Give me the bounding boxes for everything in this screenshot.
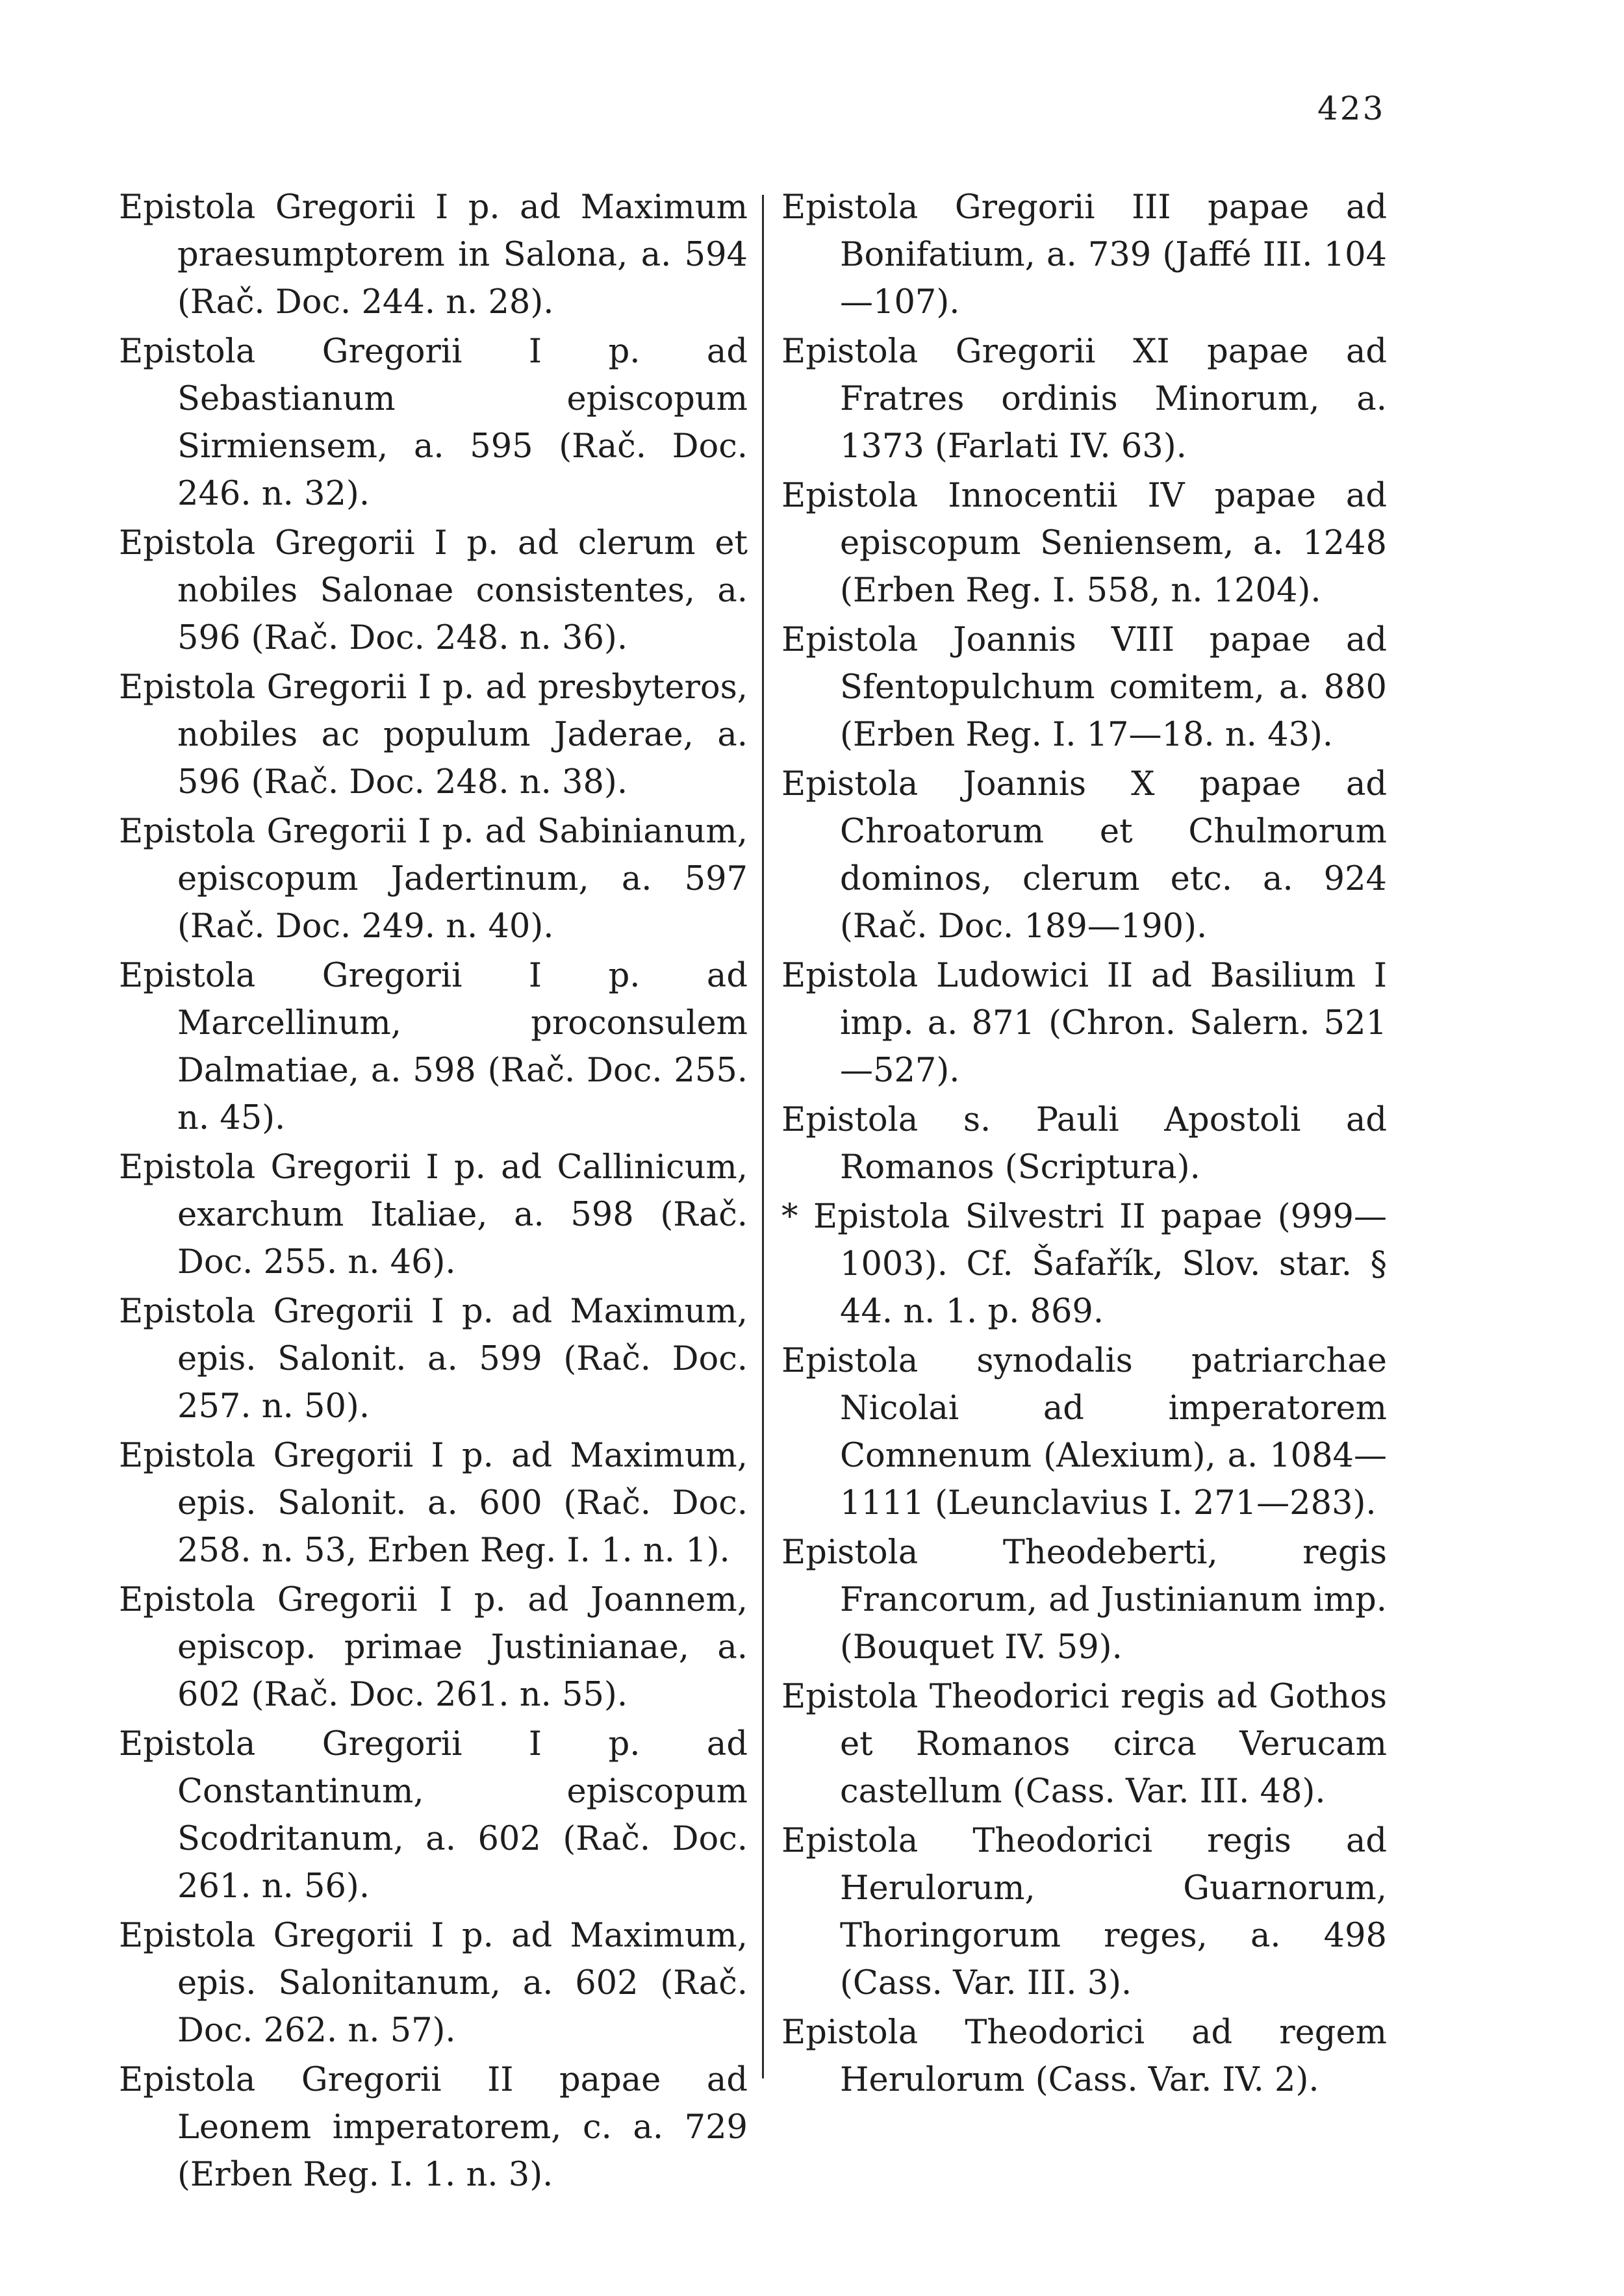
index-entry: Epistola Theodorici ad regem Herulorum (Cass. Var. IV. 2). bbox=[781, 2013, 1387, 2099]
index-entry: Epistola Gregorii I p. ad Maximum, epis. Salonitanum, a. 602 (Rač. Doc. 262. n. 57). bbox=[119, 1917, 748, 2050]
index-entry: Epistola Gregorii II papae ad Leonem imperatorem, c. a. 729 (Erben Reg. I. 1. n. 3). bbox=[119, 2061, 748, 2194]
index-entry: Epistola synodalis patriarchae Nicolai ad imperatorem Comnenum (Alexium), a. 1084—1111 (Leunclavius I. 271—283). bbox=[781, 1342, 1387, 1522]
right-column bbox=[781, 184, 1387, 2104]
index-entry: Epistola Theodeberti, regis Francorum, ad Justinianum imp. (Bouquet IV. 59). bbox=[781, 1533, 1387, 1667]
page-number: 423 bbox=[1317, 90, 1386, 127]
index-entry: Epistola Ludowici II ad Basilium I imp. a. 871 (Chron. Salern. 521—527). bbox=[781, 957, 1387, 1090]
index-entry: Epistola Gregorii I p. ad Maximum, epis. Salonit. a. 599 (Rač. Doc. 257. n. 50). bbox=[119, 1293, 748, 1426]
index-entry: Epistola Theodorici regis ad Gothos et Romanos circa Verucam castellum (Cass. Var. III. 48). bbox=[781, 1678, 1387, 1811]
index-entry: Epistola Gregorii I p. ad Maximum praesumptorem in Salona, a. 594 (Rač. Doc. 244. n. 28). bbox=[119, 188, 748, 322]
index-entry: Epistola Gregorii I p. ad Constantinum, episcopum Scodritanum, a. 602 (Rač. Doc. 261. n. 56). bbox=[119, 1725, 748, 1906]
index-entry: Epistola Gregorii III papae ad Bonifatium, a. 739 (Jaffé III. 104—107). bbox=[781, 188, 1387, 322]
index-entry: Epistola Gregorii I p. ad Maximum, epis. Salonit. a. 600 (Rač. Doc. 258. n. 53, Erben Reg. I. 1. n. 1). bbox=[119, 1437, 748, 1570]
index-entry: Epistola Gregorii I p. ad Sabinianum, episcopum Jadertinum, a. 597 (Rač. Doc. 249. n. 40). bbox=[119, 813, 748, 946]
index-entry: Epistola Joannis X papae ad Chroatorum et Chulmorum dominos, clerum etc. a. 924 (Rač. Doc. 189—190). bbox=[781, 765, 1387, 946]
index-entry: Epistola Gregorii XI papae ad Fratres ordinis Minorum, a. 1373 (Farlati IV. 63). bbox=[781, 333, 1387, 466]
index-entry: Epistola Innocentii IV papae ad episcopum Seniensem, a. 1248 (Erben Reg. I. 558, n. 1204). bbox=[781, 477, 1387, 610]
index-entry: Epistola Gregorii I p. ad Sebastianum episcopum Sirmiensem, a. 595 (Rač. Doc. 246. n. 32). bbox=[119, 333, 748, 513]
index-entry: Epistola Gregorii I p. ad clerum et nobiles Salonae consistentes, a. 596 (Rač. Doc. 248. n. 36). bbox=[119, 524, 748, 657]
index-entry: Epistola Gregorii I p. ad Marcellinum, proconsulem Dalmatiae, a. 598 (Rač. Doc. 255. n. 45). bbox=[119, 957, 748, 1137]
index-entry: Epistola Joannis VIII papae ad Sfentopulchum comitem, a. 880 (Erben Reg. I. 17—18. n. 43). bbox=[781, 621, 1387, 754]
index-entry: Epistola Gregorii I p. ad presbyteros, nobiles ac populum Jaderae, a. 596 (Rač. Doc. 248. n. 38). bbox=[119, 668, 748, 801]
index-entry: Epistola Gregorii I p. ad Joannem, episcop. primae Justinianae, a. 602 (Rač. Doc. 261. n. 55). bbox=[119, 1581, 748, 1714]
left-column bbox=[119, 184, 748, 2199]
index-entry: * Epistola Silvestri II papae (999—1003). Cf. Šafařík, Slov. star. § 44. n. 1. p. 869. bbox=[781, 1198, 1387, 1331]
index-entry: Epistola Gregorii I p. ad Callinicum, exarchum Italiae, a. 598 (Rač. Doc. 255. n. 46). bbox=[119, 1148, 748, 1281]
index-entry: Epistola s. Pauli Apostoli ad Romanos (Scriptura). bbox=[781, 1101, 1387, 1187]
column-divider bbox=[762, 195, 764, 2078]
index-entry: Epistola Theodorici regis ad Herulorum, Guarnorum, Thoringorum reges, a. 498 (Cass. Var. III. 3). bbox=[781, 1822, 1387, 2002]
